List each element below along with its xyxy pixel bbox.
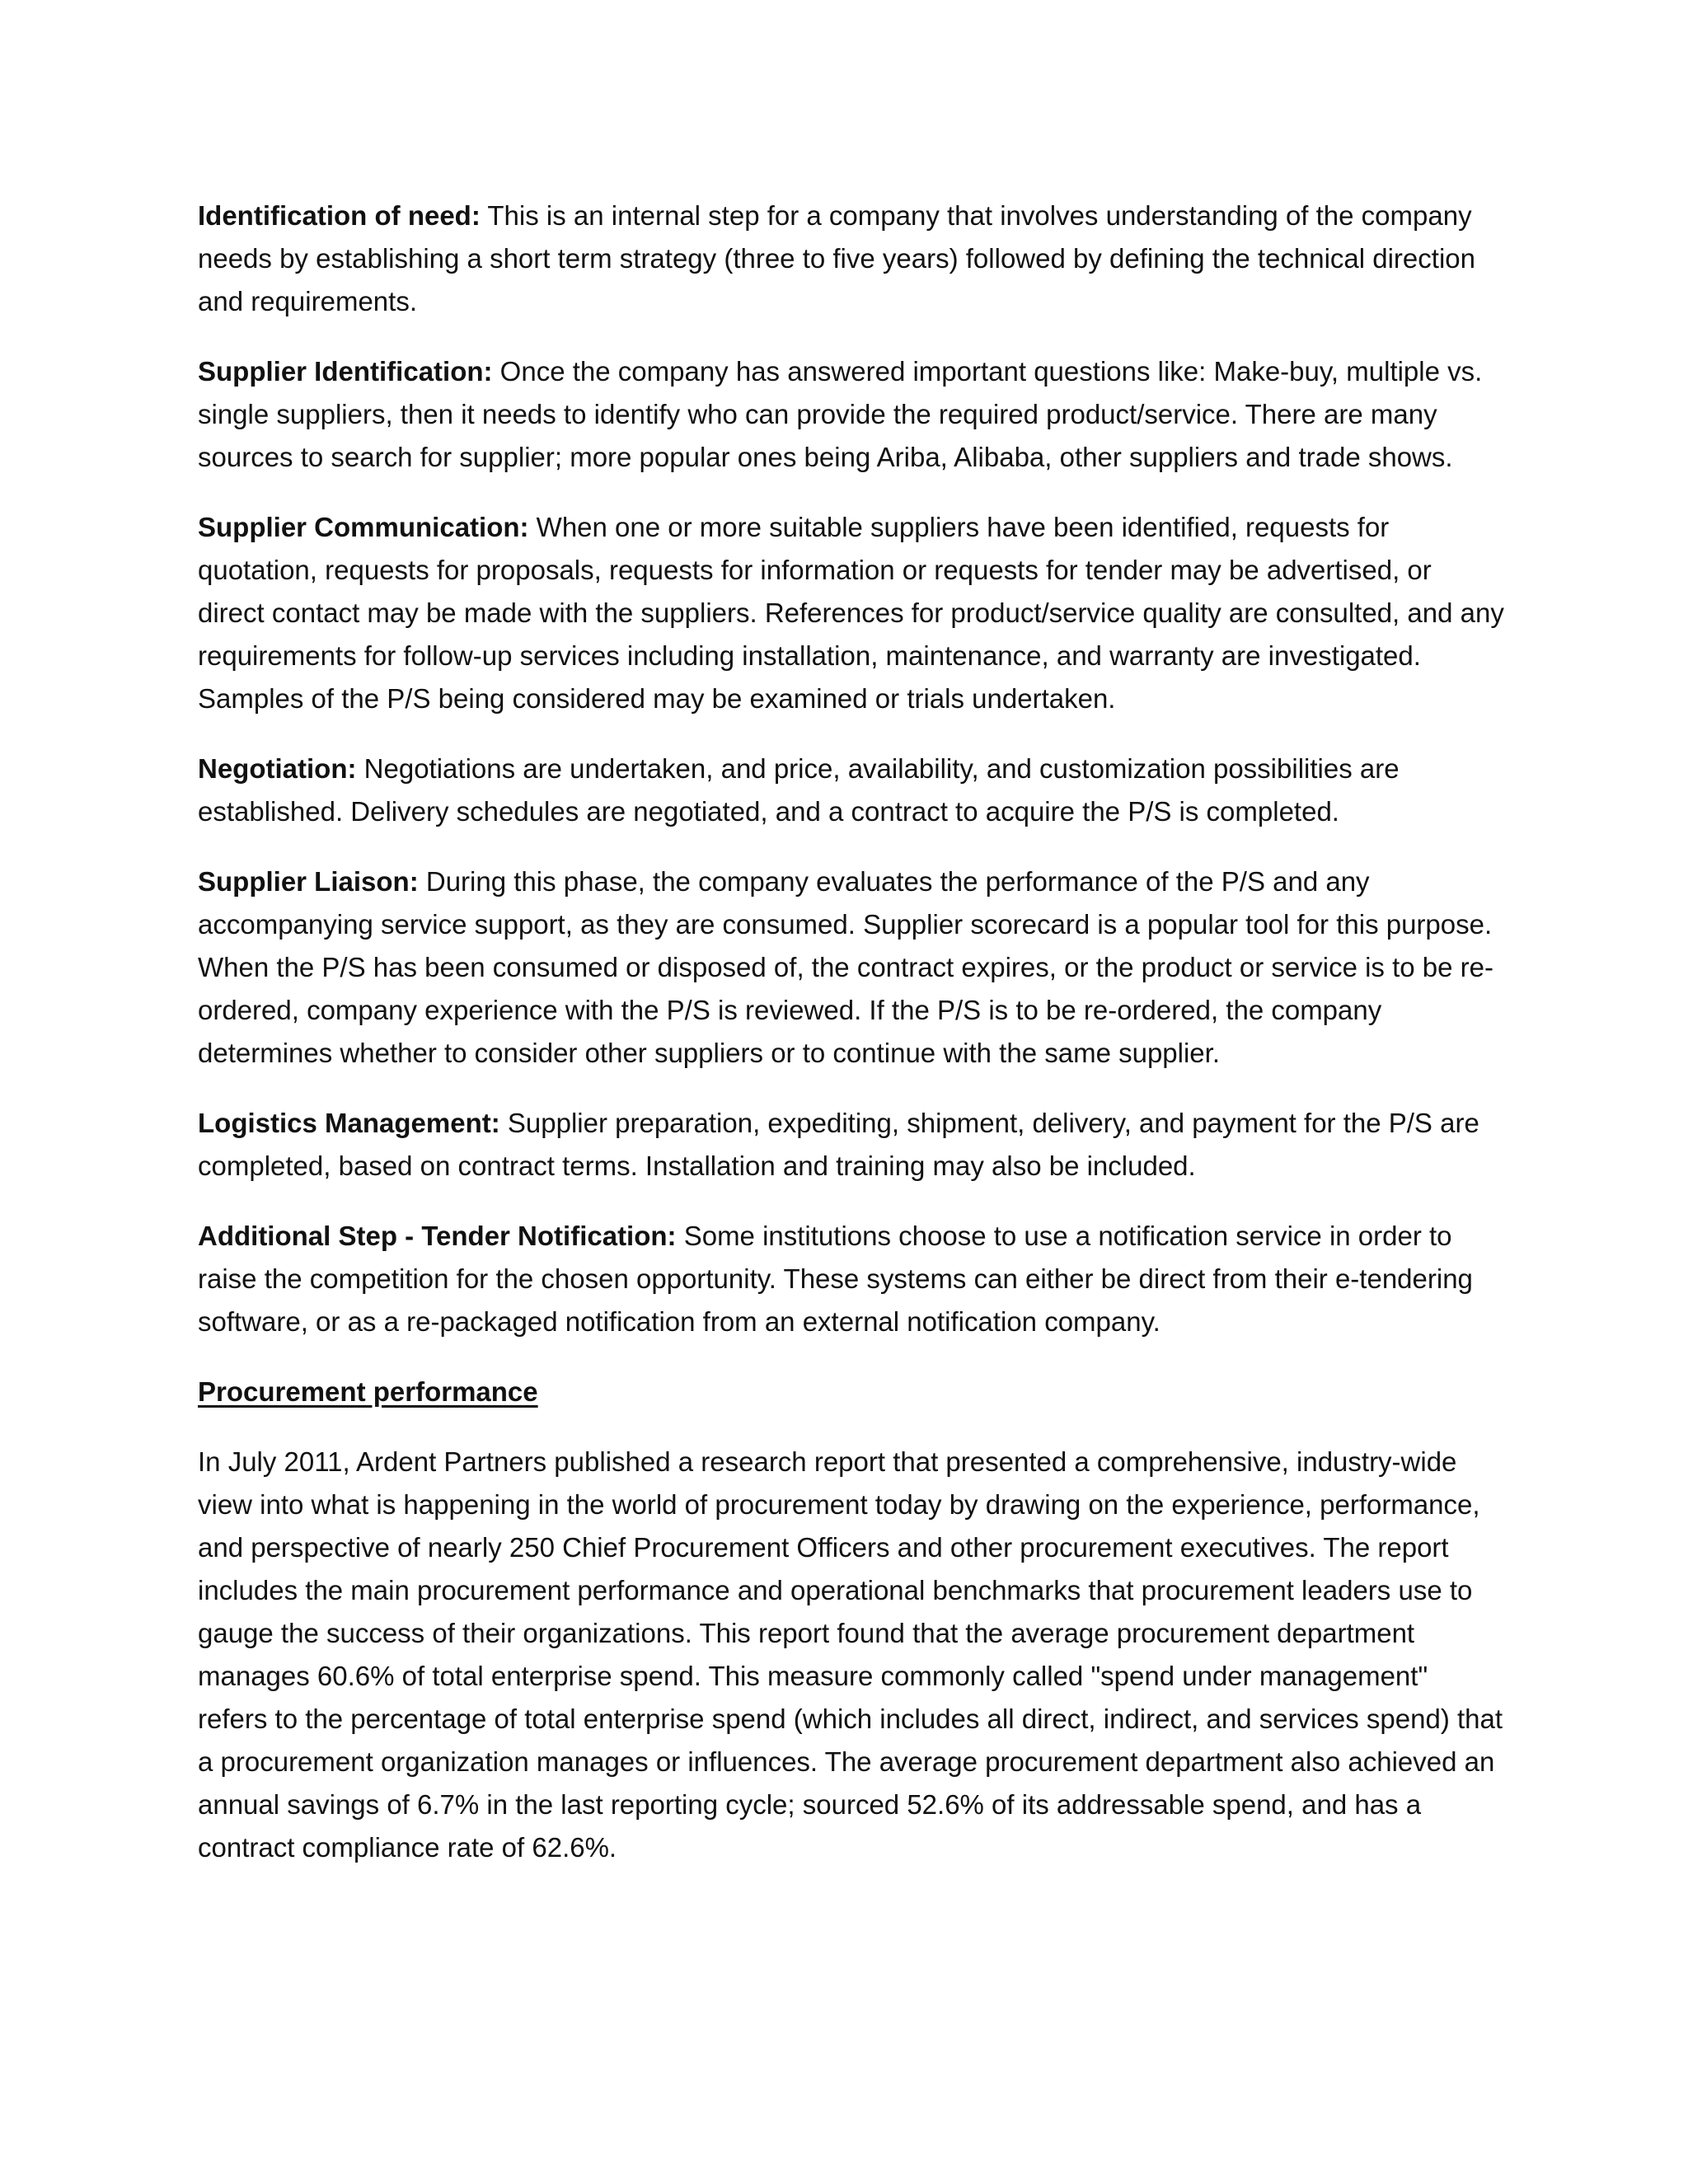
term-label: Supplier Liaison: — [198, 866, 419, 897]
paragraph-text: Supplier preparation, expediting, shipment, delivery, and payment for the P/S are completed, based on contract terms. Installation and training may also be included. — [198, 1108, 1479, 1181]
paragraph-text: This is an internal step for a company that involves understanding of the company needs by establishing a short term strategy (three to five years) followed by defining the technical direction and requirements. — [198, 200, 1475, 316]
paragraph-identification-of-need — [198, 194, 1504, 323]
document-body — [198, 194, 1504, 1896]
paragraph-text: Once the company has answered important questions like: Make-buy, multiple vs. single suppliers, then it needs to identify who can provide the required product/service. There are many sources to search for supplier; more popular ones being Ariba, Alibaba, other suppliers and trade shows. — [198, 356, 1483, 472]
paragraph-tender-notification — [198, 1215, 1504, 1343]
term-label: Additional Step - Tender Notification: — [198, 1221, 677, 1251]
term-label: Supplier Communication: — [198, 512, 529, 542]
paragraph-text: Negotiations are undertaken, and price, availability, and customization possibilities are established. Delivery schedules are negotiated, and a contract to acquire the P/S is completed. — [198, 753, 1400, 827]
paragraph-text: Some institutions choose to use a notification service in order to raise the competition for the chosen opportunity. These systems can either be direct from their e-tendering software, or as a re-packaged notification from an external notification company. — [198, 1221, 1473, 1337]
paragraph-text: During this phase, the company evaluates the performance of the P/S and any accompanying service support, as they are consumed. Supplier scorecard is a popular tool for this purpose. When the P/S has been consumed or disposed of, the contract expires, or the product or service is to be re-ordered, company experience with the P/S is reviewed. If the P/S is to be re-ordered, the company determines whether to consider other suppliers or to continue with the same supplier. — [198, 866, 1493, 1068]
paragraph-logistics-management — [198, 1102, 1504, 1188]
term-label: Logistics Management: — [198, 1108, 500, 1138]
term-label: Identification of need: — [198, 200, 481, 231]
paragraph-supplier-communication — [198, 506, 1504, 720]
term-label: Supplier Identification: — [198, 356, 493, 387]
paragraph-supplier-liaison — [198, 860, 1504, 1075]
paragraph-text: When one or more suitable suppliers have been identified, requests for quotation, requests for proposals, requests for information or requests for tender may be advertised, or direct contact may be made with the suppliers. References for product/service quality are consulted, and any requirements for follow-up services including installation, maintenance, and warranty are investigated. Samples of the P/S being considered may be examined or trials undertaken. — [198, 512, 1504, 714]
term-label: Negotiation: — [198, 753, 357, 784]
paragraph-supplier-identification — [198, 350, 1504, 479]
paragraph-negotiation — [198, 748, 1504, 833]
section-heading: Procurement performance — [198, 1376, 538, 1407]
section-body-paragraph: In July 2011, Ardent Partners published a research report that presented a comprehensive, industry-wide view into what is happening in the world of procurement today by drawing on the experience, performance, and perspective of nearly 250 Chief Procurement Officers and other procurement executives. The report includes the main procurement performance and operational benchmarks that procurement leaders use to gauge the success of their organizations. This report found that the average procurement department manages 60.6% of total enterprise spend. This measure commonly called "spend under management" refers to the percentage of total enterprise spend (which includes all direct, indirect, and services spend) that a procurement organization manages or influences. The average procurement department also achieved an annual savings of 6.7% in the last reporting cycle; sourced 52.6% of its addressable spend, and has a contract compliance rate of 62.6%. — [198, 1446, 1503, 1863]
